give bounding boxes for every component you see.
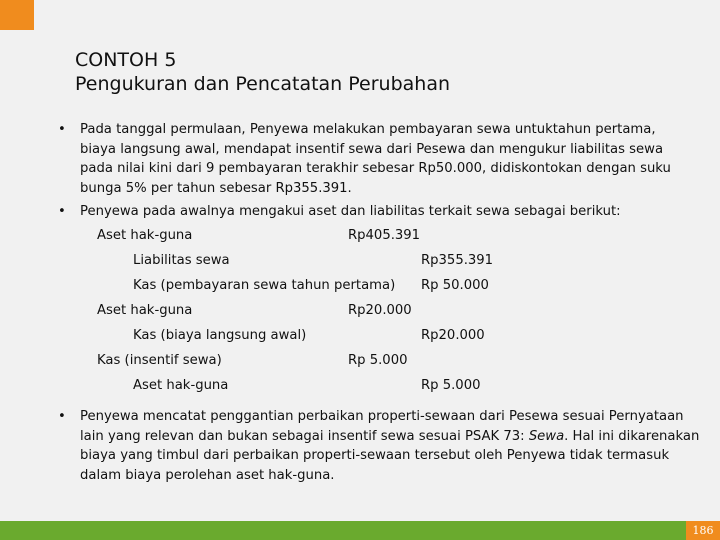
bullet3-line: dalam biaya perolehan aset hak-guna.: [80, 467, 335, 483]
journal-account: Kas (pembayaran sewa tahun pertama): [133, 278, 396, 293]
bullet3-line-2: [80, 427, 698, 447]
bullet1-line: biaya langsung awal, mendapat insentif sewa dari Pesewa dan mengukur liabilitas sewa: [80, 141, 664, 157]
corner-accent: [0, 0, 34, 30]
bullet-icon: •: [58, 122, 66, 137]
journal-account: Kas (biaya langsung awal): [133, 328, 307, 343]
journal-credit: Rp 5.000: [421, 378, 481, 393]
journal-account: Aset hak-guna: [97, 303, 193, 318]
footer-bar: [0, 521, 720, 540]
bullet2-line: Penyewa pada awalnya mengakui aset dan liabilitas terkait sewa sebagai berikut:: [80, 204, 621, 219]
journal-credit: Rp 50.000: [421, 278, 489, 293]
page-number: 186: [686, 521, 720, 540]
bullet-point-1: [58, 120, 698, 198]
journal-account: Kas (insentif sewa): [97, 353, 222, 368]
journal-debit: Rp405.391: [348, 228, 421, 243]
journal-account: Aset hak-guna: [133, 378, 229, 393]
journal-account: Liabilitas sewa: [133, 253, 230, 268]
bullet1-line: Pada tanggal permulaan, Penyewa melakukan pembayaran sewa untuktahun pertama,: [80, 122, 656, 137]
bullet1-line: pada nilai kini dari 9 pembayaran terakhir sebesar Rp50.000, didiskontokan dengan suku: [80, 161, 671, 176]
bullet3-line-2-tail: . Hal ini dikarenakan: [564, 428, 700, 444]
bullet1-line: bunga 5% per tahun sebesar Rp355.391.: [80, 180, 352, 196]
journal-debit: Rp20.000: [348, 303, 412, 318]
italic-term: Sewa: [528, 428, 565, 444]
title-line-2: Pengukuran dan Pencatatan Perubahan: [75, 73, 451, 95]
bullet-point-2: [58, 202, 698, 222]
bullet3-line: biaya yang timbul dari perbaikan properti-sewaan tersebut oleh Penyewa tidak termasuk: [80, 448, 670, 463]
bullet-icon: •: [58, 409, 66, 424]
journal-account: Aset hak-guna: [97, 228, 193, 243]
title-line-1: CONTOH 5: [75, 49, 177, 71]
bullet3-line: Penyewa mencatat penggantian perbaikan properti-sewaan dari Pesewa sesuai Pernyataan: [80, 409, 684, 424]
slide-title: [75, 48, 450, 96]
journal-debit: Rp 5.000: [348, 353, 408, 368]
bullet-icon: •: [58, 204, 66, 219]
journal-credit: Rp355.391: [421, 253, 494, 268]
journal-credit: Rp20.000: [421, 328, 485, 343]
bullet-point-3: [58, 407, 698, 485]
bullet3-line-2-head: lain yang relevan dan bukan sebagai insentif sewa sesuai PSAK 73:: [80, 428, 529, 444]
